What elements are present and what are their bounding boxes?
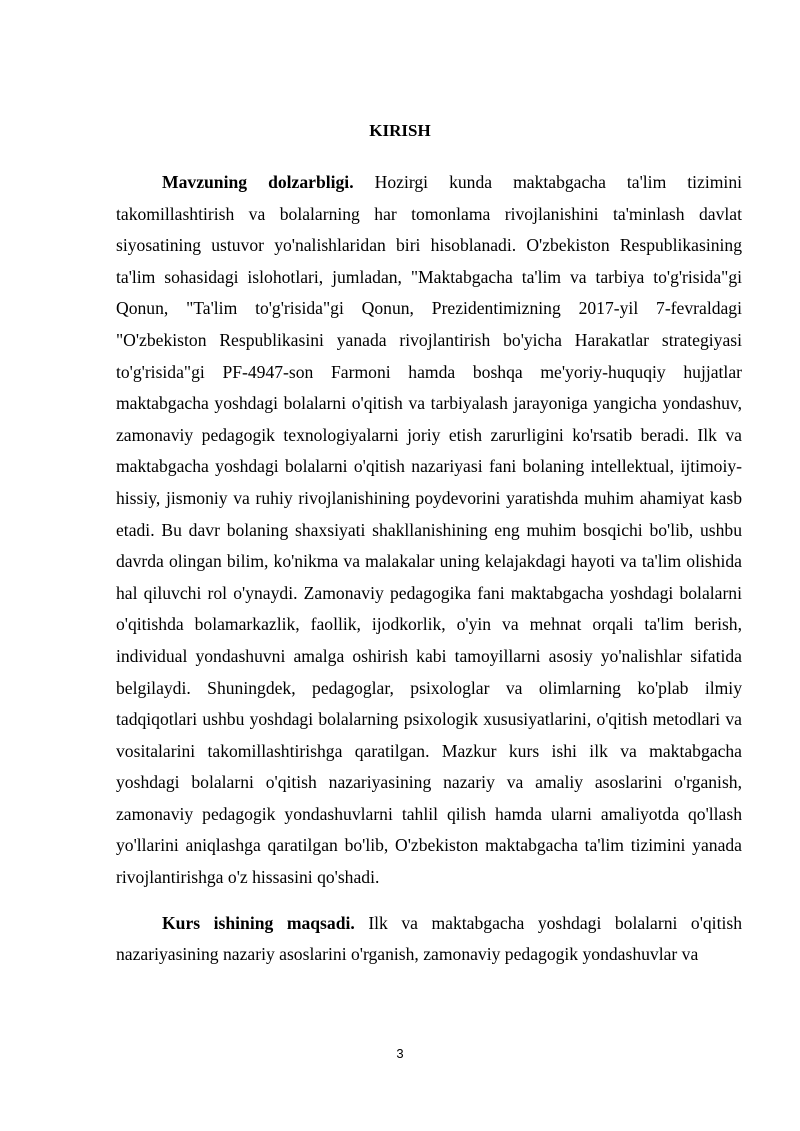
paragraph-goal bbox=[116, 908, 742, 971]
document-body bbox=[116, 167, 742, 971]
paragraph-lead: Mavzuning dolzarbligi. bbox=[162, 172, 354, 192]
paragraph-text: Ilk va maktabgacha yoshdagi bolalarni o'qitish nazariyasining nazariy asoslarini o'rganish, zamonaviy pedagogik yondashuvlar va bbox=[116, 912, 742, 965]
paragraph-relevance bbox=[116, 167, 742, 894]
page-number: 3 bbox=[396, 1046, 404, 1061]
paragraph-text: Hozirgi kunda maktabgacha ta'lim tizimini takomillashtirish va bolalarning har tomonlama rivojlanishini ta'minlash davlat siyosatining ustuvor yo'nalishlaridan biri hisoblanadi. O'zbekiston Respublikasining ta'lim sohasidagi islohotlari, jumladan, "Maktabgacha ta'lim va tarbiya to'g'risida"gi Qonun, "Ta'lim to'g'risida"gi Qonun, Prezidentimizning 2017-yil 7-fevraldagi "O'zbekiston Respublikasini yanada rivojlantirish bo'yicha Harakatlar strategiyasi to'g'risida"gi PF-4947-son Farmoni hamda boshqa me'yoriy-huquqiy hujjatlar maktabgacha yoshdagi bolalarni o'qitish va tarbiyalash jarayoniga yangicha yondashuv, zamonaviy pedagogik texnologiyalarni joriy etish zarurligini ko'rsatib beradi. Ilk va maktabgacha yoshdagi bolalarni o'qitish nazariyasi fani bolaning intellektual, ijtimoiy-hissiy, jismoniy va ruhiy rivojlanishining poydevorini yaratishda muhim ahamiyat kasb etadi. Bu davr bolaning shaxsiyati shakllanishining eng muhim bosqichi bo'lib, ushbu davrda olingan bilim, ko'nikma va malakalar uning kelajakdagi hayoti va ta'lim olishida hal qiluvchi rol o'ynaydi. Zamonaviy pedagogika fani maktabgacha yoshdagi bolalarni o'qitishda bolamarkazlik, faollik, ijodkorlik, o'yin va mehnat orqali ta'lim berish, individual yondashuvni amalga oshirish kabi tamoyillarni asosiy yo'nalishlar sifatida belgilaydi. Shuningdek, pedagoglar, psixologlar va olimlarning ko'plab ilmiy tadqiqotlari ushbu yoshdagi bolalarning psixologik xususiyatlarini, o'qitish metodlari va vositalarini takomillashtirishga qaratilgan. Mazkur kurs ishi ilk va maktabgacha yoshdagi bolalarni o'qitish nazariyasining nazariy va amaliy asoslarini o'rganish, zamonaviy pedagogik yondashuvlarni tahlil qilish hamda ularni amaliyotda qo'llash yo'llarini aniqlashga qaratilgan bo'lib, O'zbekiston maktabgacha ta'lim tizimini yanada rivojlantirishga o'z hissasini qo'shadi. bbox=[116, 172, 743, 888]
section-heading: KIRISH bbox=[369, 121, 431, 140]
paragraph-lead: Kurs ishining maqsadi. bbox=[162, 912, 355, 933]
